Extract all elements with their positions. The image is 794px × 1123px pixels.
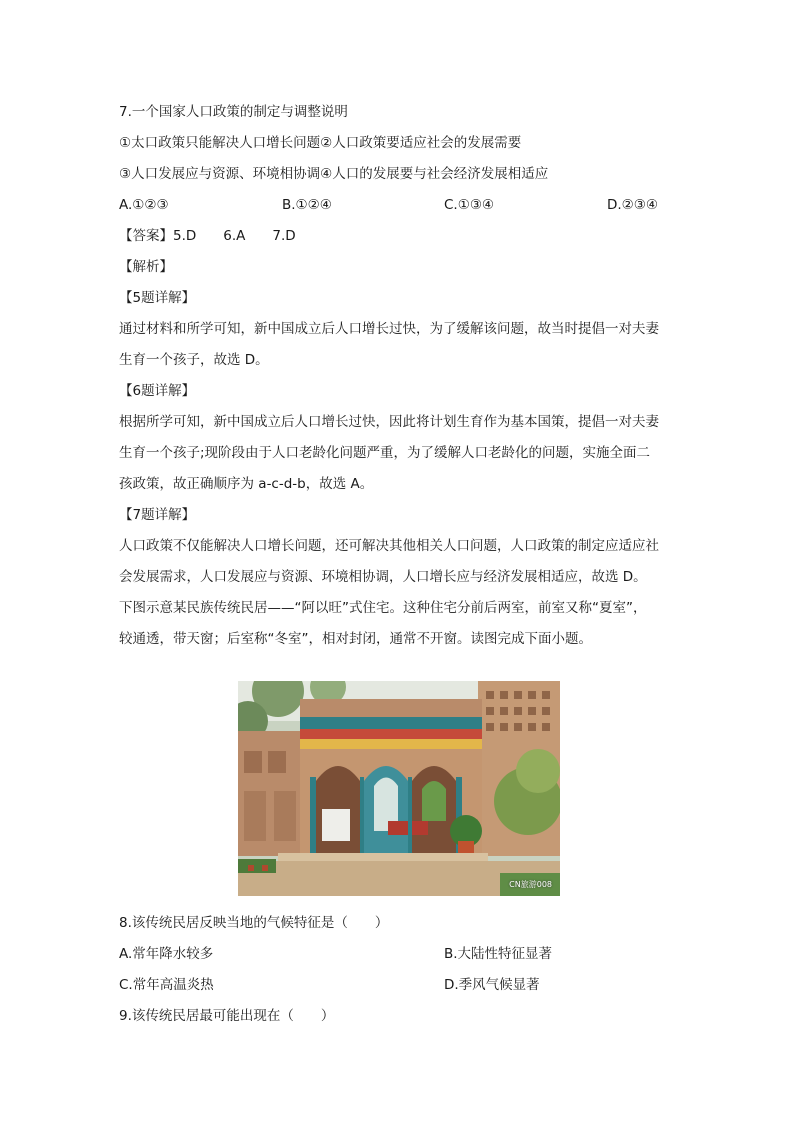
aywang-house-photo [238,681,560,896]
q8-option-d: D.季风气候显著 [444,977,540,993]
q9-stem: 9.该传统民居最可能出现在（ ） [119,1008,335,1024]
q6-explanation-line-3: 孩政策，故正确顺序为 a-c-d-b，故选 A。 [119,476,374,492]
q6-explanation-line-2: 生育一个孩子;现阶段由于人口老龄化问题严重，为了缓解人口老龄化的问题，实施全面二 [119,445,651,461]
q8-option-b: B.大陆性特征显著 [444,946,553,962]
answer-line: 【答案】5.D 6.A 7.D [119,228,296,244]
q7-statement-line-1: ①太口政策只能解决人口增长问题②人口政策要适应社会的发展需要 [119,135,522,151]
q7-option-a: A.①②③ [119,197,169,213]
q7-explanation-line-2: 会发展需求，人口发展应与资源、环境相协调，人口增长应与经济发展相适应，故选 D。 [119,569,647,585]
q8-option-a: A.常年降水较多 [119,946,214,962]
q7-heading: 【7题详解】 [119,507,196,523]
q7-explanation-line-1: 人口政策不仅能解决人口增长问题，还可解决其他相关人口问题，人口政策的制定应适应社 [119,538,659,554]
intro-line-2: 较通透，带天窗；后室称“冬室”，相对封闭，通常不开窗。读图完成下面小题。 [119,631,592,647]
q8-stem: 8.该传统民居反映当地的气候特征是（ ） [119,915,389,931]
q5-heading: 【5题详解】 [119,290,196,306]
q6-explanation-line-1: 根据所学可知，新中国成立后人口增长过快，因此将计划生育作为基本国策，提倡一对夫妻 [119,414,659,430]
analysis-label: 【解析】 [119,259,173,275]
q7-option-c: C.①③④ [444,197,495,213]
photo-watermark: CN旅游008 [509,880,552,889]
intro-line-1: 下图示意某民族传统民居——“阿以旺”式住宅。这种住宅分前后两室，前室又称“夏室”， [119,600,647,616]
q7-stem: 7.一个国家人口政策的制定与调整说明 [119,104,348,120]
q7-option-b: B.①②④ [282,197,332,213]
q7-option-d: D.②③④ [607,197,658,213]
q5-explanation-line-1: 通过材料和所学可知，新中国成立后人口增长过快，为了缓解该问题，故当时提倡一对夫妻 [119,321,659,337]
q5-explanation-line-2: 生育一个孩子，故选 D。 [119,352,269,368]
q8-option-c: C.常年高温炎热 [119,977,214,993]
q7-statement-line-2: ③人口发展应与资源、环境相协调④人口的发展要与社会经济发展相适应 [119,166,549,182]
q6-heading: 【6题详解】 [119,383,196,399]
